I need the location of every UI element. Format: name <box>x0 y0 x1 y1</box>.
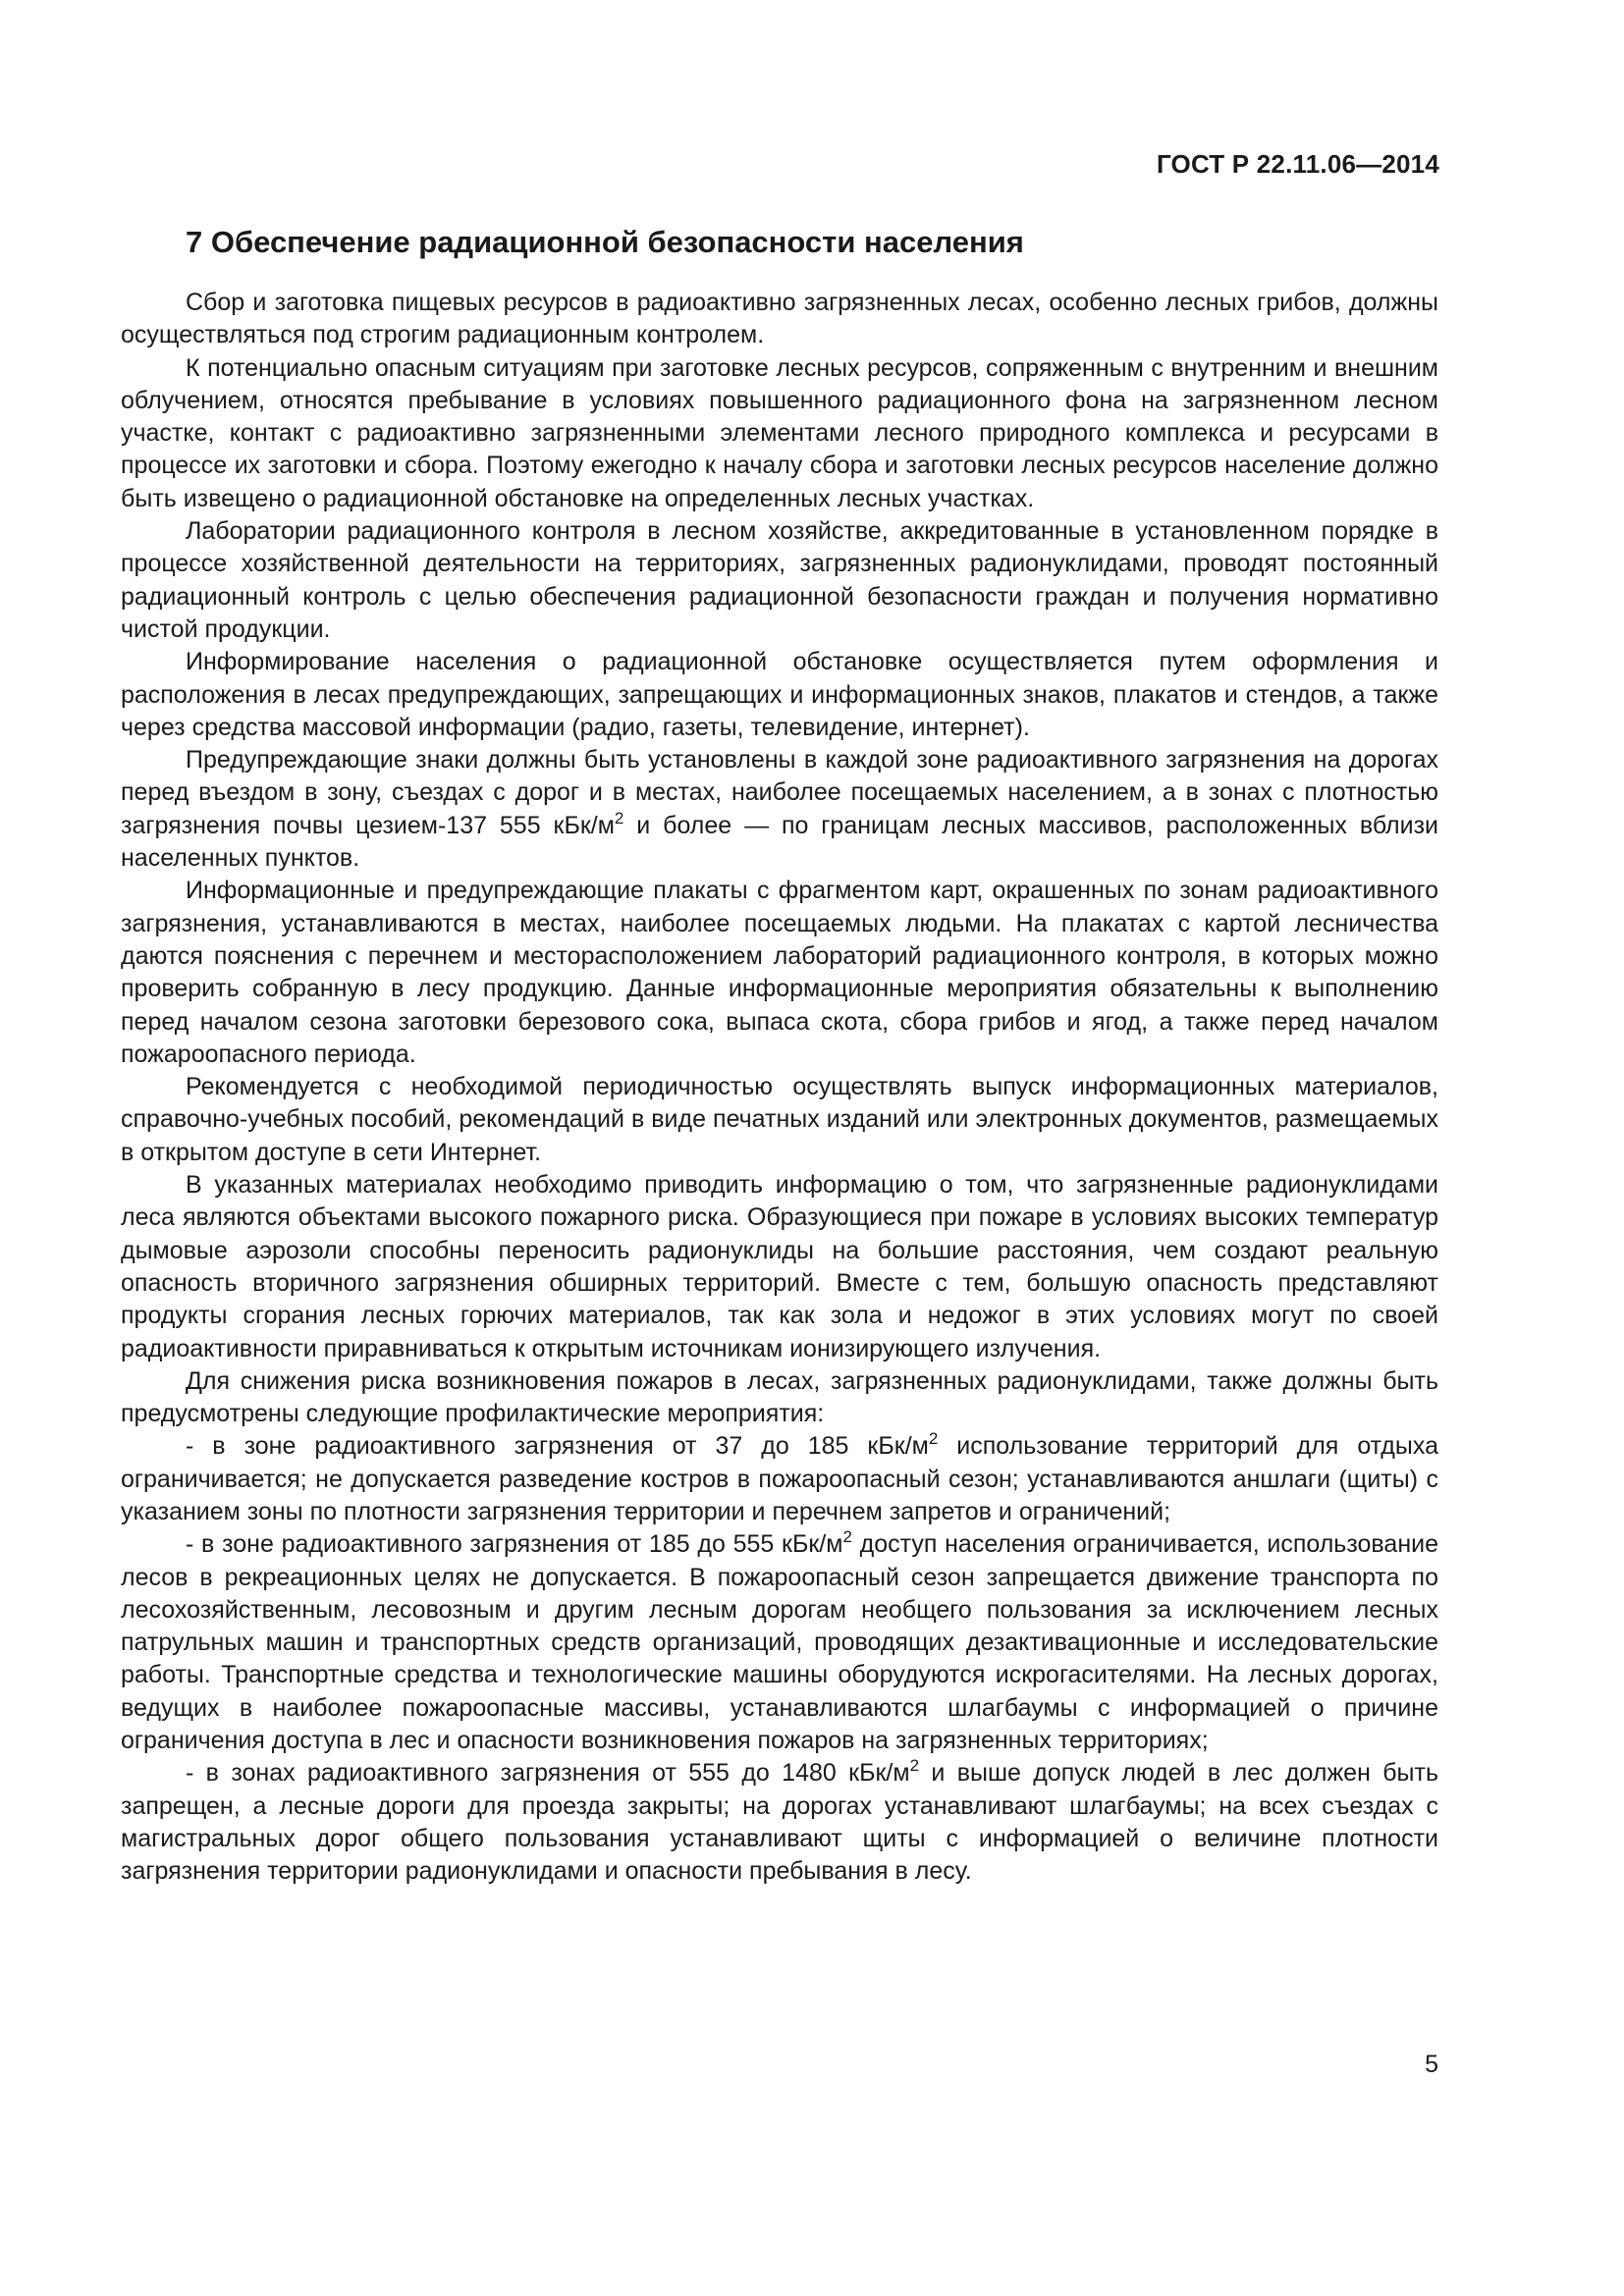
list-item-3-part-2: и выше допуск людей в лес должен быть запрещен, а лесные дороги для проезда закрыты; на дорогах устанавливают шлагбаумы; на всех съездах с магистральных дорог общего пользования устанавливают щиты с информацией о величине плотности загрязнения территории радионуклидами и опасности пребывания в лесу. <box>121 1759 1439 1886</box>
list-item-2-part-2: доступ населения ограничивается, использование лесов в рекреационных целях не допускается. В пожароопасный сезон запрещается движение транспорта по лесохозяйственным, лесовозным и другим лесным дорогам необщего пользования за исключением лесных патрульных машин и транспортных средств организаций, проводящих дезактивационные и исследовательские работы. Транспортные средства и технологические машины оборудуются искрогасителями. На лесных дорогах, ведущих в наиболее пожароопасные массивы, устанавливаются шлагбаумы с информацией о причине ограничения доступа в лес и опасности возникновения пожаров на загрязненных территориях; <box>121 1530 1438 1755</box>
paragraph-4: Информирование населения о радиационной обстановке осуществляется путем оформления и расположения в лесах предупреждающих, запрещающих и информационных знаков, плакатов и стендов, а также через средства массовой информации (радио, газеты, телевидение, интернет). <box>121 648 1438 741</box>
list-item-2-part-1: - в зоне радиоактивного загрязнения от 185 до 555 кБк/м <box>186 1530 843 1559</box>
list-item-zone-555-1480 <box>121 1757 1438 1888</box>
superscript-2: 2 <box>928 1429 939 1449</box>
list-item-zone-37-185 <box>121 1430 1438 1528</box>
superscript-2: 2 <box>614 808 624 828</box>
paragraph-5 <box>121 744 1438 875</box>
section-body <box>121 287 1438 1889</box>
paragraph-8: В указанных материалах необходимо приводить информацию о том, что загрязненные радионуклидами леса являются объектами высокого пожарного риска. Образующиеся при пожаре в условиях высоких температур дымовые аэрозоли способны переносить радионуклиды на большие расстояния, чем создают реальную опасность вторичного загрязнения обширных территорий. Вместе с тем, большую опасность представляют продукты сгорания лесных горючих материалов, так как зола и недожог в этих условиях могут по своей радиоактивности приравниваться к открытым источникам ионизирующего излучения. <box>121 1171 1438 1362</box>
list-item-zone-185-555 <box>121 1528 1438 1757</box>
superscript-2: 2 <box>909 1756 920 1776</box>
page-number: 5 <box>1425 2051 1438 2078</box>
paragraph-3: Лаборатории радиационного контроля в лесном хозяйстве, аккредитованные в установленном порядке в процессе хозяйственной деятельности на территориях, загрязненных радионуклидами, проводят постоянный радиационный контроль с целью обеспечения радиационной безопасности граждан и получения нормативно чистой продукции. <box>121 517 1438 643</box>
paragraph-9: Для снижения риска возникновения пожаров в лесах, загрязненных радионуклидами, также должны быть предусмотрены следующие профилактические мероприятия: <box>121 1366 1438 1428</box>
paragraph-2: К потенциально опасным ситуациям при заготовке лесных ресурсов, сопряженным с внутренним и внешним облучением, относятся пребывание в условиях повышенного радиационного фона на загрязненном лесном участке, контакт с радиоактивно загрязненными элементами лесного природного комплекса и ресурсами в процессе их заготовки и сбора. Поэтому ежегодно к началу сбора и заготовки лесных ресурсов население должно быть извещено о радиационной обстановке на определенных лесных участках. <box>121 353 1438 512</box>
paragraph-1: Сбор и заготовка пищевых ресурсов в радиоактивно загрязненных лесах, особенно лесных грибов, должны осуществляться под строгим радиационным контролем. <box>121 289 1438 349</box>
superscript-2: 2 <box>842 1527 852 1547</box>
paragraph-5-part-2: и более — по границам лесных массивов, расположенных вблизи населенных пунктов. <box>121 811 1438 873</box>
list-item-1-part-2: использование территорий для отдыха ограничивается; не допускается разведение костров в пожароопасный сезон; устанавливаются аншлаги (щиты) с указанием зоны по плотности загрязнения территории и перечнем запретов и ограничений; <box>121 1432 1438 1525</box>
paragraph-5-part-1: Предупреждающие знаки должны быть установлены в каждой зоне радиоактивного загрязнения на дорогах перед въездом в зону, съездах с дорог и в местах, наиболее посещаемых населением, а в зонах с плотностью загрязнения почвы цезием-137 555 кБк/м <box>121 746 1438 839</box>
list-item-3-part-1: - в зонах радиоактивного загрязнения от 555 до 1480 кБк/м <box>186 1759 910 1788</box>
paragraph-6: Информационные и предупреждающие плакаты с фрагментом карт, окрашенных по зонам радиоактивного загрязнения, устанавливаются в местах, наиболее посещаемых людьми. На плакатах с картой лесничества даются пояснения с перечнем и месторасположением лабораторий радиационного контроля, в которых можно проверить собранную в лесу продукцию. Данные информационные мероприятия обязательны к выполнению перед началом сезона заготовки березового сока, выпаса скота, сбора грибов и ягод, а также перед началом пожароопасного периода. <box>121 877 1438 1068</box>
paragraph-7: Рекомендуется с необходимой периодичностью осуществлять выпуск информационных материалов, справочно-учебных пособий, рекомендаций в виде печатных изданий или электронных документов, размещаемых в открытом доступе в сети Интернет. <box>121 1073 1438 1166</box>
section-title: 7 Обеспечение радиационной безопасности населения <box>186 225 1024 259</box>
document-code-header: ГОСТ Р 22.11.06—2014 <box>1156 149 1439 179</box>
list-item-1-part-1: - в зоне радиоактивного загрязнения от 37 до 185 кБк/м <box>186 1432 929 1461</box>
